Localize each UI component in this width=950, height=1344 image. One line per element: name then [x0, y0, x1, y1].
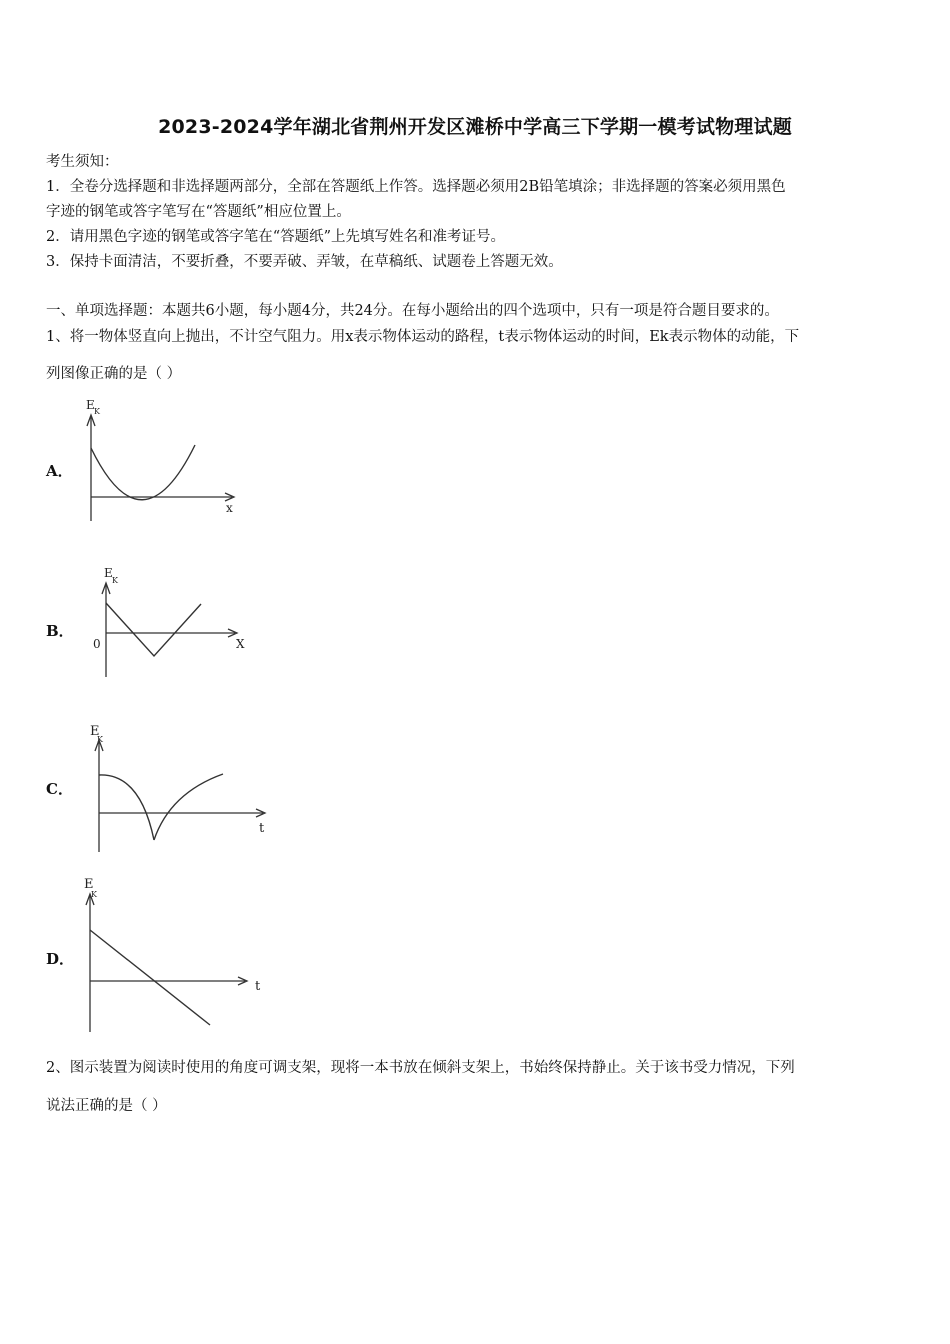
question-1-line-1: 1、将一物体竖直向上抛出，不计空气阻力。用x表示物体运动的路程，t表示物体运动的时间，Ek表示物体的动能，下 — [46, 329, 800, 345]
option-d-line — [90, 930, 210, 1025]
option-b-origin: 0 — [93, 637, 101, 651]
question-2-line-1: 2、图示装置为阅读时使用的角度可调支架，现将一本书放在倾斜支架上，书始终保持静止。关于该书受力情况，下列 — [46, 1060, 795, 1076]
option-a-label[interactable]: A． — [46, 462, 73, 480]
option-b-y-sub: K — [112, 576, 118, 585]
question-1-line-2: 列图像正确的是（ ） — [46, 366, 182, 382]
notice-line-3: 2．请用黑色字迹的钢笔或答字笔在“答题纸”上先填写姓名和准考证号。 — [46, 229, 506, 245]
notice-heading: 考生须知： — [46, 154, 119, 170]
option-c-graph — [85, 718, 275, 858]
option-b-graph — [85, 560, 255, 682]
option-a-x-label: x — [226, 501, 233, 515]
option-c-y-sub: K — [97, 735, 103, 744]
notice-line-4: 3．保持卡面清洁，不要折叠，不要弄破、弄皱，在草稿纸、试题卷上答题无效。 — [46, 254, 563, 270]
option-a-y-sub: K — [94, 407, 100, 416]
option-d-y-sub: K — [91, 890, 97, 899]
option-d-label[interactable]: D． — [46, 950, 75, 968]
option-c-y-label: E — [90, 724, 100, 739]
option-b-y-label: E — [104, 566, 113, 580]
option-a-curve — [91, 445, 195, 500]
option-d-y-label: E — [84, 877, 94, 892]
option-b-curve — [106, 603, 201, 656]
page-title: 2023-2024学年湖北省荆州开发区滩桥中学高三下学期一模考试物理试题 — [158, 116, 792, 138]
option-b-label[interactable]: B． — [46, 622, 74, 640]
option-c-label[interactable]: C． — [46, 780, 73, 798]
notice-line-2: 字迹的钢笔或答字笔写在“答题纸”相应位置上。 — [46, 204, 351, 220]
section-heading: 一、单项选择题：本题共6小题，每小题4分，共24分。在每小题给出的四个选项中，只有一项是符合题目要求的。 — [46, 303, 779, 319]
option-d-x-label: t — [255, 979, 261, 994]
notice-line-1: 1．全卷分选择题和非选择题两部分，全部在答题纸上作答。选择题必须用2B铅笔填涂；非选择题的答案必须用黑色 — [46, 179, 786, 195]
option-a-y-label: E — [86, 398, 95, 412]
option-c-curve-down — [99, 775, 154, 840]
option-d-graph — [80, 870, 270, 1035]
option-c-curve-up — [154, 774, 223, 840]
option-a-graph — [80, 393, 250, 528]
question-2-line-2: 说法正确的是（ ） — [46, 1098, 167, 1114]
option-b-x-label: X — [236, 637, 245, 651]
option-c-x-label: t — [259, 821, 265, 836]
